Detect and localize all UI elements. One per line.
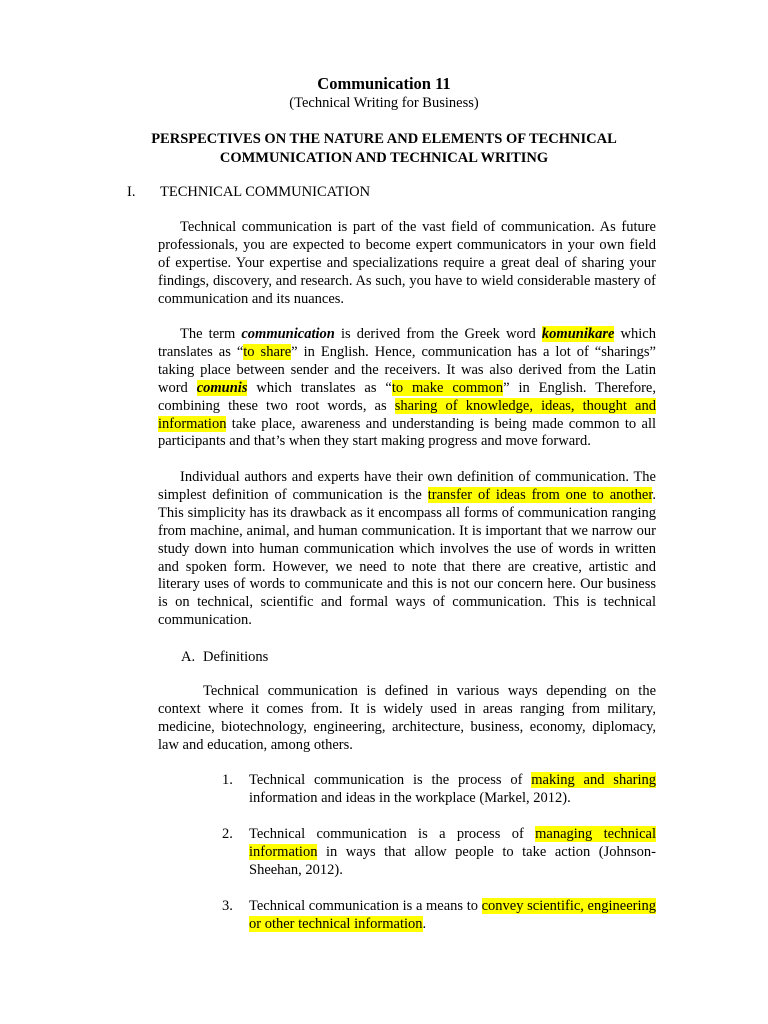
paragraph-intro [158,219,656,309]
subsection-number: A. [181,649,196,665]
paragraph-definitions-intro [158,469,656,630]
list-item-text: in ways that allow people to take action (Johnson-Sheehan, 2012). [249,843,656,878]
list-item-text: Technical communication is the process of [249,772,532,788]
highlight-comunis: comunis [196,379,248,396]
section-title [127,184,370,201]
paragraph-text: ” in English. Hence, communication has a lot of “sharings” taking place between sender and the receivers. It was also derived from the Latin word [158,343,656,396]
paragraph-etymology [158,326,656,451]
document-subtitle: (Technical Writing for Business) [289,95,479,111]
highlight-managing-technical-information: managing technical information [249,826,656,860]
paragraph-text: . This simplicity has its drawback as it encompass all forms of communication ranging from machine, animal, and human communication. It is important that we narrow our study down into human communication which involves the use of words in written and spoken form. However, we need to note that there are creative, artistic and literary uses of words to communicate and this is not our concern here. Our business is on technical, scientific and formal ways of communication. This is technical communication. [158,486,656,629]
document-title: Communication 11 [317,74,451,93]
paragraph-text: Technical communication is defined in various ways depending on the context where it comes from. It is widely used in areas ranging from military, medicine, biotechnology, engineering, architecture, business, economy, diplomacy, law and education, among others. [158,683,656,753]
list-item-text: information and ideas in the workplace (Markel, 2012). [249,789,571,806]
highlight-transfer-of-ideas: transfer of ideas from one to another [427,486,653,503]
paragraph-text: ” in English. Therefore, combining these two root words, as [158,379,656,414]
paragraph-text: which translates as “ [158,326,656,360]
paragraph-text: which translates as “ [247,379,392,396]
section-number: I. [127,184,136,200]
list-item-text: Technical communication is a process of [249,826,536,842]
list-item-number: 2. [222,826,233,842]
section-title-text: TECHNICAL COMMUNICATION [160,184,371,200]
highlight-making-and-sharing: making and sharing [531,772,656,788]
term-communication: communication [241,326,335,342]
list-item-text: . [422,915,427,932]
subsection-title-text: Definitions [203,649,269,665]
list-item [222,826,656,880]
paragraph-context [158,683,656,755]
list-item-number: 3. [222,898,233,914]
list-item [222,772,656,808]
paragraph-text: take place, awareness and understanding is being made common to all participants and that’s when they start making progress and move forward. [158,415,656,450]
highlight-to-share: to share [243,343,292,360]
paragraph-text: Technical communication is part of the vast field of communication. As future professionals, you are expected to become expert communicators in your own field of expertise. Your expertise and specializations require a great deal of sharing your findings, discovery, and research. As such, you have to wield considerable mastery of communication and its nuances. [158,219,656,307]
paragraph-text: is derived from the Greek word [334,326,542,342]
section-heading: PERSPECTIVES ON THE NATURE AND ELEMENTS OF TECHNICAL COMMUNICATION AND TECHNICAL WRITING [151,131,617,166]
paragraph-text: The term [180,326,242,342]
highlight-convey-scientific: convey scientific, engineering or other technical information [249,898,656,932]
list-item-text: Technical communication is a means to [249,898,482,914]
highlight-sharing-of-knowledge: sharing of knowledge, ideas, thought and information [158,397,656,432]
highlight-to-make-common: to make common [391,379,504,396]
highlight-komunikare: komunikare [541,326,615,342]
list-item [222,898,656,934]
list-item-number: 1. [222,772,233,788]
paragraph-text: Individual authors and experts have their own definition of communication. The simplest definition of communication is the [158,469,656,503]
subsection-title [181,649,268,666]
